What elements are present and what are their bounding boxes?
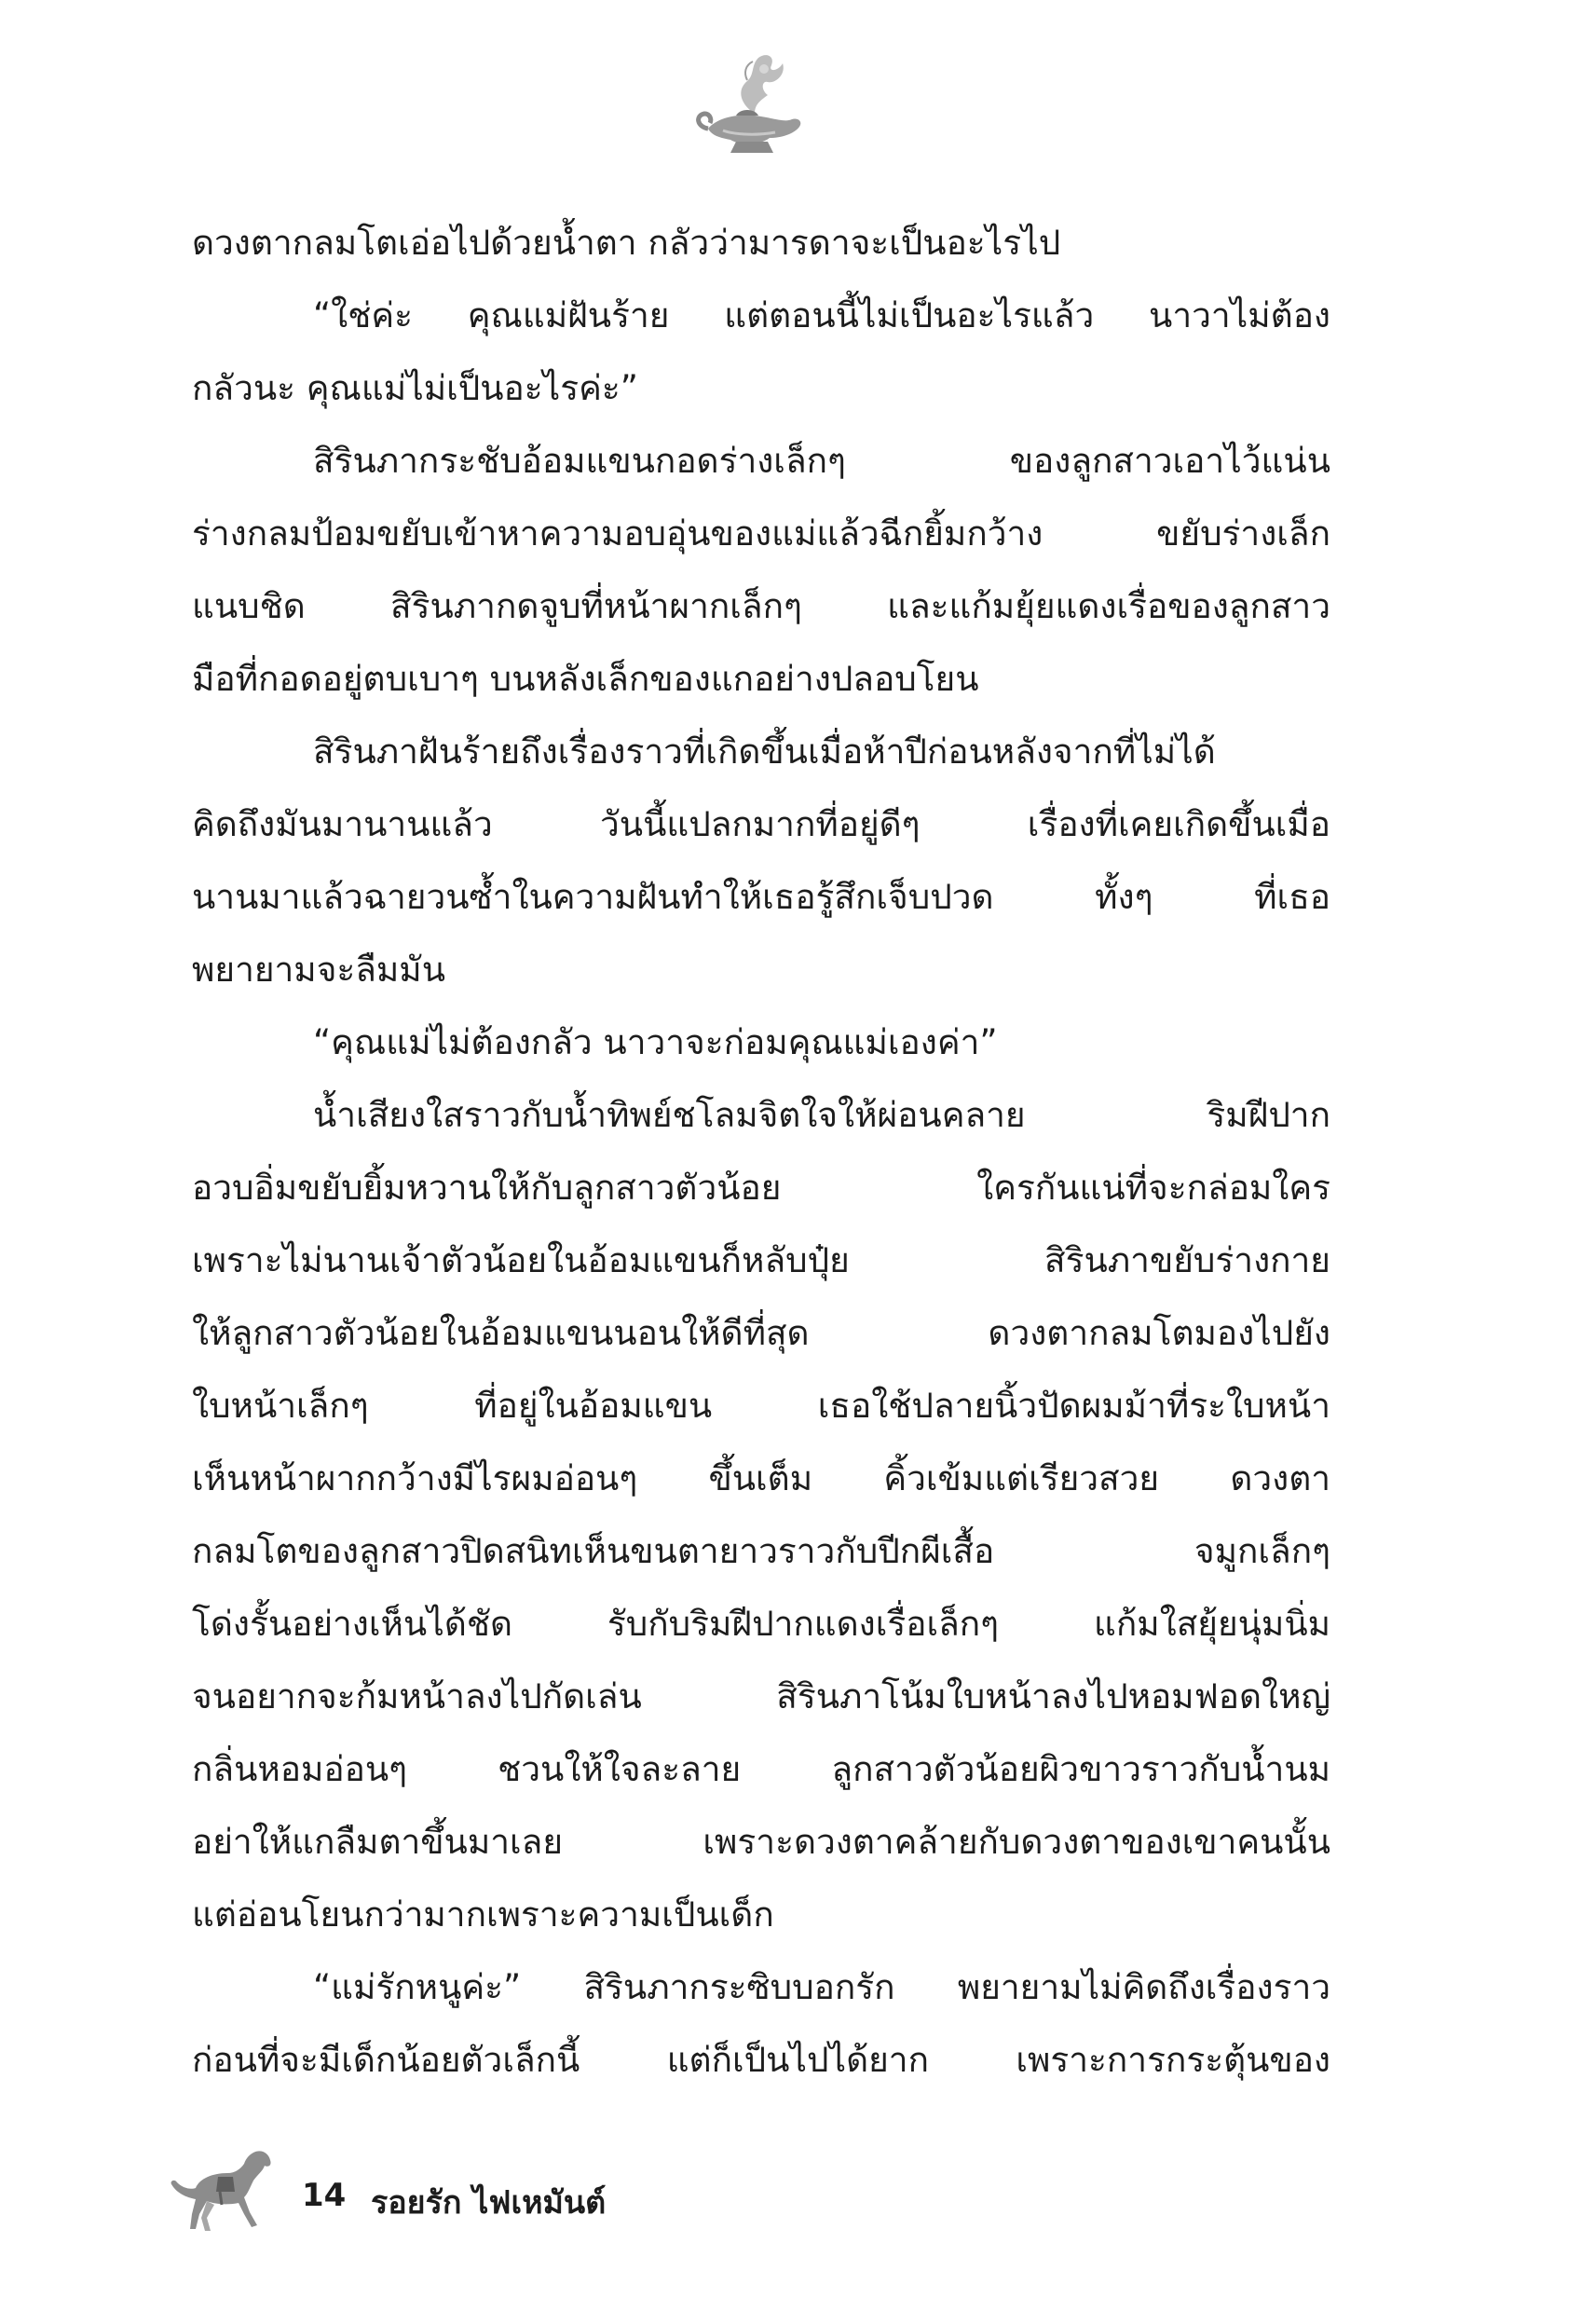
text-line: ให้ลูกสาวตัวน้อยในอ้อมแขนนอนให้ดีที่สุด ดวงตากลมโตมองไปยัง xyxy=(192,1313,1330,1353)
text-line: จนอยากจะก้มหน้าลงไปกัดเล่น สิรินภาโน้มใบหน้าลงไปหอมฟอดใหญ่ xyxy=(192,1676,1330,1716)
text-line: “ใช่ค่ะ คุณแม่ฝันร้าย แต่ตอนนี้ไม่เป็นอะไรแล้ว นาวาไม่ต้อง xyxy=(313,295,1330,335)
text-line: ใบหน้าเล็กๆ ที่อยู่ในอ้อมแขน เธอใช้ปลายนิ้วปัดผมม้าที่ระใบหน้า xyxy=(192,1386,1330,1426)
text-line: “แม่รักหนูค่ะ” สิรินภากระซิบบอกรัก พยายามไม่คิดถึงเรื่องราว xyxy=(313,1967,1330,2007)
text-line: สิรินภาฝันร้ายถึงเรื่องราวที่เกิดขึ้นเมื่อห้าปีก่อนหลังจากที่ไม่ได้ xyxy=(313,732,1216,772)
text-line: อย่าให้แกลืมตาขึ้นมาเลย เพราะดวงตาคล้ายกับดวงตาของเขาคนนั้น xyxy=(192,1822,1330,1862)
text-line: สิรินภากระชับอ้อมแขนกอดร่างเล็กๆ ของลูกสาวเอาไว้แน่น xyxy=(313,441,1330,481)
text-line: น้ำเสียงใสราวกับน้ำทิพย์ชโลมจิตใจให้ผ่อนคลาย ริมฝีปาก xyxy=(313,1095,1330,1135)
text-line: แต่อ่อนโยนกว่ามากเพราะความเป็นเด็ก xyxy=(192,1894,774,1935)
story-text xyxy=(192,207,1330,2097)
text-line: นานมาแล้วฉายวนซ้ำในความฝันทำให้เธอรู้สึกเจ็บปวด ทั้งๆ ที่เธอ xyxy=(192,877,1330,917)
text-line: คิดถึงมันมานานแล้ว วันนี้แปลกมากที่อยู่ดีๆ เรื่องที่เคยเกิดขึ้นเมื่อ xyxy=(192,804,1330,844)
page-number: 14 xyxy=(302,2177,347,2214)
book-title: รอยรัก ไฟเหมันต์ xyxy=(371,2184,607,2222)
text-line: เห็นหน้าผากกว้างมีไรผมอ่อนๆ ขึ้นเต็ม คิ้วเข้มแต่เรียวสวย ดวงตา xyxy=(192,1458,1330,1498)
text-line: พยายามจะลืมมัน xyxy=(192,950,445,990)
text-line: ร่างกลมป้อมขยับเข้าหาความอบอุ่นของแม่แล้วฉีกยิ้มกว้าง ขยับร่างเล็ก xyxy=(192,513,1330,554)
text-line: โด่งรั้นอย่างเห็นได้ชัด รับกับริมฝีปากแดงเรื่อเล็กๆ แก้มใสยุ้ยนุ่มนิ่ม xyxy=(192,1604,1330,1644)
page-footer xyxy=(164,2140,723,2242)
text-line: ดวงตากลมโตเอ่อไปด้วยน้ำตา กลัวว่ามารดาจะเป็นอะไรไป xyxy=(192,223,1061,263)
text-line: “คุณแม่ไม่ต้องกลัว นาวาจะก่อมคุณแม่เองค่า” xyxy=(313,1022,998,1062)
text-line: ก่อนที่จะมีเด็กน้อยตัวเล็กนี้ แต่ก็เป็นไปได้ยาก เพราะการกระตุ้นของ xyxy=(192,2040,1330,2080)
text-line: แนบชิด สิรินภากดจูบที่หน้าผากเล็กๆ และแก้มยุ้ยแดงเรื่อของลูกสาว xyxy=(192,586,1330,626)
text-line: อวบอิ่มขยับยิ้มหวานให้กับลูกสาวตัวน้อย ใครกันแน่ที่จะกล่อมใคร xyxy=(192,1168,1330,1208)
horse-icon xyxy=(164,2140,283,2236)
text-line: กลมโตของลูกสาวปิดสนิทเห็นขนตายาวราวกับปีกผีเสื้อ จมูกเล็กๆ xyxy=(192,1531,1330,1571)
text-line: เพราะไม่นานเจ้าตัวน้อยในอ้อมแขนก็หลับปุ๋ย สิรินภาขยับร่างกาย xyxy=(192,1240,1330,1280)
text-line: กลิ่นหอมอ่อนๆ ชวนให้ใจละลาย ลูกสาวตัวน้อยผิวขาวราวกับน้ำนม xyxy=(192,1749,1330,1789)
text-line: มือที่กอดอยู่ตบเบาๆ บนหลังเล็กของแกอย่างปลอบโยน xyxy=(192,659,979,699)
text-line: กลัวนะ คุณแม่ไม่เป็นอะไรค่ะ” xyxy=(192,368,638,408)
genie-lamp-icon xyxy=(689,48,811,158)
